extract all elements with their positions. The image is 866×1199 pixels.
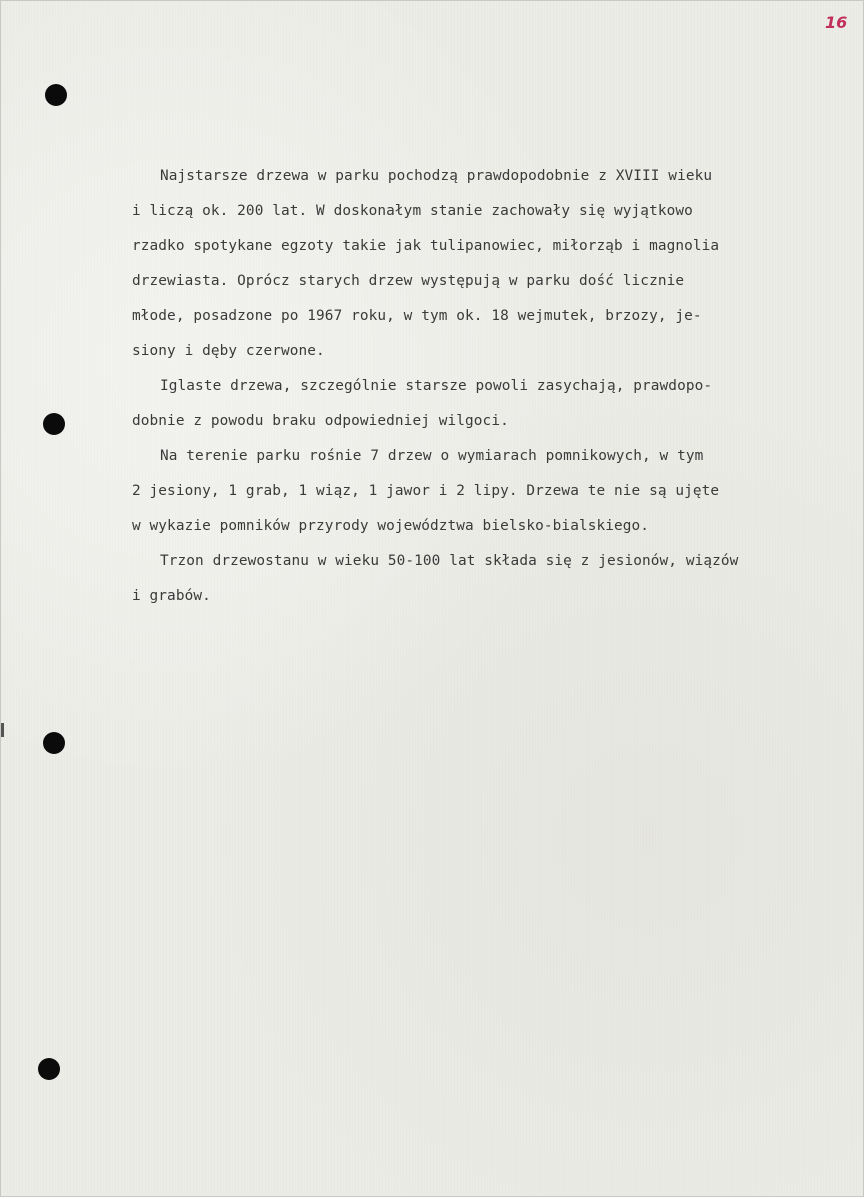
edge-mark — [1, 723, 4, 737]
text-line: Trzon drzewostanu w wieku 50-100 lat składa się z jesionów, wiązów — [160, 553, 739, 569]
text-line: 2 jesiony, 1 grab, 1 wiąz, 1 jawor i 2 lipy. Drzewa te nie są ujęte — [132, 483, 720, 499]
punch-hole — [43, 413, 65, 435]
punch-hole — [43, 732, 65, 754]
text-line: dobnie z powodu braku odpowiedniej wilgoci. — [132, 413, 509, 429]
punch-hole — [45, 84, 67, 106]
text-line: w wykazie pomników przyrody województwa bielsko-bialskiego. — [132, 518, 650, 534]
page-number: 16 — [825, 13, 848, 32]
punch-hole — [38, 1058, 60, 1080]
paragraph-3 — [132, 439, 844, 544]
paragraph-4 — [132, 544, 844, 614]
text-line: młode, posadzone po 1967 roku, w tym ok. 18 wejmutek, brzozy, je- — [132, 308, 702, 324]
text-line: drzewiasta. Oprócz starych drzew występują w parku dość licznie — [132, 273, 685, 289]
paragraph-2 — [132, 369, 844, 439]
text-line: siony i dęby czerwone. — [132, 343, 325, 359]
text-line: Na terenie parku rośnie 7 drzew o wymiarach pomnikowych, w tym — [160, 448, 704, 464]
document-body — [132, 159, 844, 614]
text-line: rzadko spotykane egzoty takie jak tulipanowiec, miłorząb i magnolia — [132, 238, 720, 254]
text-line: Iglaste drzewa, szczególnie starsze powoli zasychają, prawdopo- — [160, 378, 713, 394]
text-line: i liczą ok. 200 lat. W doskonałym stanie zachowały się wyjątkowo — [132, 203, 693, 219]
text-line: i grabów. — [132, 588, 211, 604]
text-line: Najstarsze drzewa w parku pochodzą prawdopodobnie z XVIII wieku — [160, 168, 713, 184]
paragraph-1 — [132, 159, 844, 369]
